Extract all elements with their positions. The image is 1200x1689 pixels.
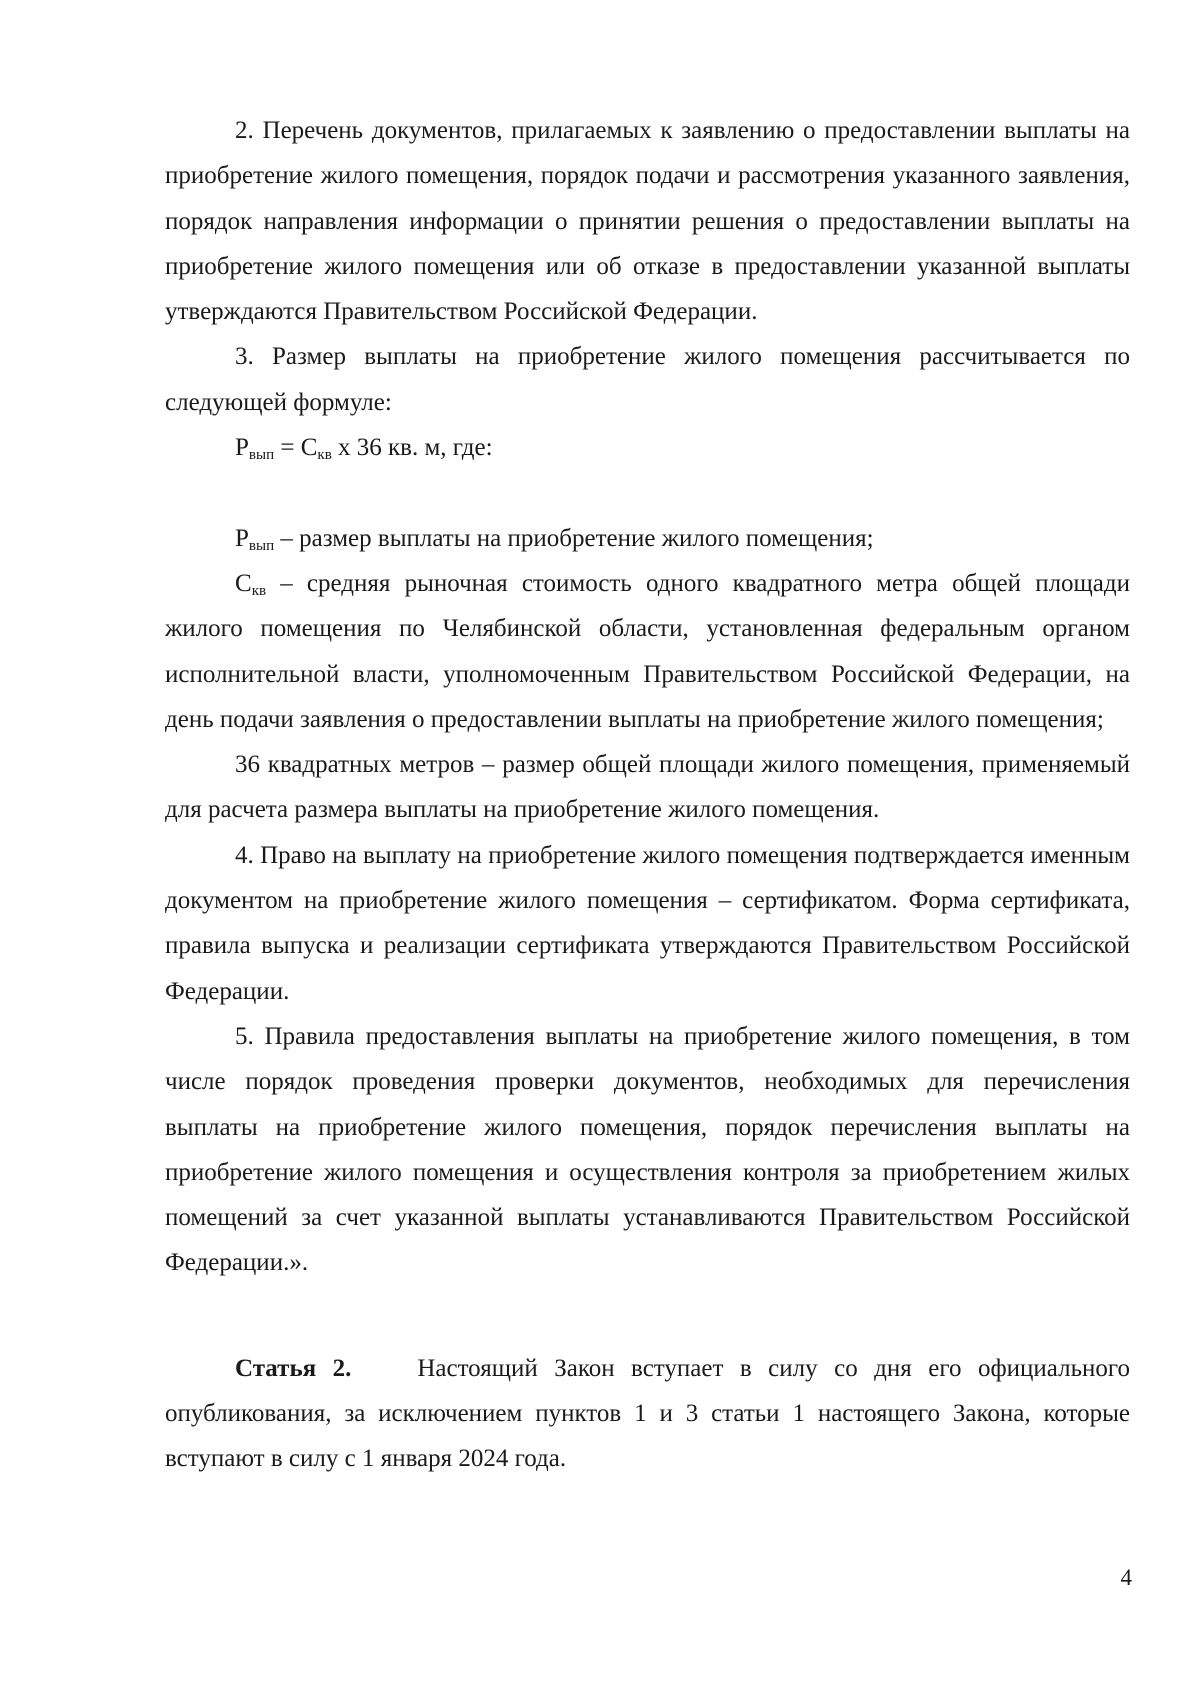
definition-cost-text: – средняя рыночная стоимость одного квадратного метра общей площади жилого помещения по Челябинской области, установленная федеральным органом исполнительной власти, уполномоченным Правительством Российской Федерации, на день подачи заявления о предоставлении выплаты на приобретение жилого помещения; <box>165 569 1130 733</box>
formula-c-symbol: С <box>300 434 318 462</box>
page-number: 4 <box>1120 1565 1132 1590</box>
definition-cost <box>165 561 1130 742</box>
document-body <box>165 108 1130 1482</box>
definition-payment-symbol: Р <box>235 524 249 552</box>
formula-p-subscript: вып <box>248 447 275 464</box>
article-2 <box>165 1346 1130 1482</box>
formula-p-symbol: Р <box>235 434 249 462</box>
paragraph-3: 3. Размер выплаты на приобретение жилого помещения рассчитывается по следующей формуле: <box>165 343 1130 416</box>
article-2-text: Настоящий Закон вступает в силу со дня его официального опубликования, за исключением пунктов 1 и 3 статьи 1 настоящего Закона, которые вступают в силу с 1 января 2024 года. <box>165 1354 1130 1473</box>
paragraph-4: 4. Право на выплату на приобретение жилого помещения подтверждается именным документом на приобретение жилого помещения – сертификатом. Форма сертификата, правила выпуска и реализации сертификата утверждаются Правительством Российской Федерации. <box>165 841 1130 1005</box>
paragraph-2: 2. Перечень документов, прилагаемых к заявлению о предоставлении выплаты на приобретение жилого помещения, порядок подачи и рассмотрения указанного заявления, порядок направления информации о принятии решения о предоставлении выплаты на приобретение жилого помещения или об отказе в предоставлении указанной выплаты утверждаются Правительством Российской Федерации. <box>165 117 1130 326</box>
definition-cost-symbol: С <box>235 569 252 597</box>
definition-payment-subscript: вып <box>248 537 275 554</box>
article-2-label: Статья 2. <box>235 1354 352 1382</box>
paragraph-5: 5. Правила предоставления выплаты на приобретение жилого помещения, в том числе порядок проведения проверки документов, необходимых для перечисления выплаты на приобретение жилого помещения, порядок перечисления выплаты на приобретение жилого помещения и осуществления контроля за приобретением жилых помещений за счет указанной выплаты устанавливаются Правительством Российской Федерации.». <box>165 1022 1130 1277</box>
blank-line <box>165 470 1130 515</box>
formula-equals: = <box>274 434 301 462</box>
definition-cost-subscript: кв <box>251 582 267 599</box>
definition-payment-text: – размер выплаты на приобретение жилого помещения; <box>274 524 874 552</box>
payment-formula <box>165 425 1130 470</box>
formula-c-subscript: кв <box>317 447 332 464</box>
definition-area: 36 квадратных метров – размер общей площади жилого помещения, применяемый для расчета размера выплаты на приобретение жилого помещения. <box>165 751 1130 824</box>
blank-gap <box>165 1286 1130 1346</box>
definition-payment <box>165 516 1130 561</box>
formula-rest: х 36 кв. м, где: <box>331 434 493 462</box>
